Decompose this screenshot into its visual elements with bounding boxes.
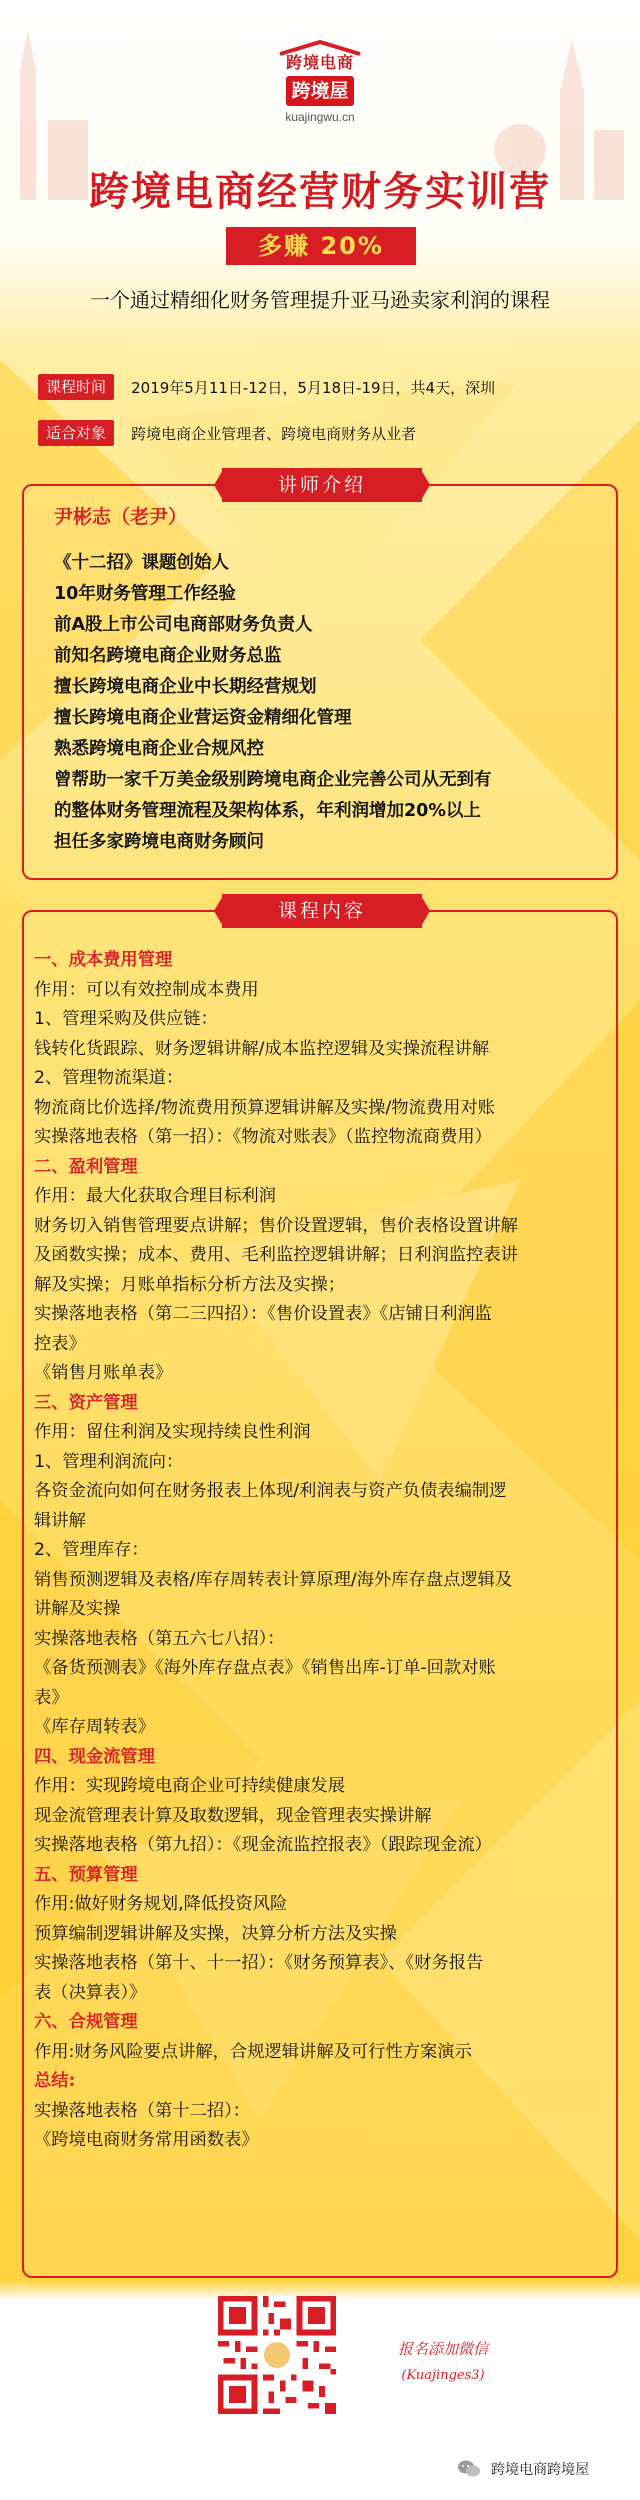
logo-url: kuajingwu.cn xyxy=(285,110,355,124)
course-line: 控表》 xyxy=(34,1333,86,1354)
course-panel xyxy=(22,900,618,2278)
logo-bottom-text: 跨境屋 xyxy=(286,76,354,106)
course-line: 作用：最大化获取合理目标利润 xyxy=(34,1186,276,1206)
audience-tag: 适合对象 xyxy=(38,420,114,446)
course-line: 实操落地表格（第二三四招）：《售价设置表》《店铺日利润监 xyxy=(34,1304,492,1324)
lecturer-credential-item: 10年财务管理工作经验 xyxy=(54,584,236,604)
course-line: 销售预测逻辑及表格/库存周转表计算原理/海外库存盘点逻辑及 xyxy=(34,1569,513,1590)
lecturer-credential-item: 擅长跨境电商企业中长期经营规划 xyxy=(54,677,317,697)
course-section-heading: 五、预算管理 xyxy=(34,1864,138,1885)
qr-code-icon[interactable] xyxy=(218,2296,336,2414)
course-section-heading: 一、成本费用管理 xyxy=(34,950,173,970)
lecturer-panel xyxy=(22,474,618,880)
course-outline xyxy=(34,946,612,2156)
lecturer-credential-item: 《十二招》课题创始人 xyxy=(54,553,229,573)
course-line: 2、管理库存： xyxy=(34,1540,149,1560)
page-subtitle: 一个通过精细化财务管理提升亚马逊卖家利润的课程 xyxy=(90,288,550,312)
course-section-heading: 三、资产管理 xyxy=(34,1392,138,1413)
brand-logo xyxy=(272,40,368,124)
course-line: 实操落地表格（第一招）：《物流对账表》（监控物流商费用） xyxy=(34,1127,492,1147)
course-line: 作用：留住利润及实现持续良性利润 xyxy=(34,1422,311,1442)
course-line: 1、管理采购及供应链： xyxy=(34,1009,218,1029)
course-time-value: 2019年5月11日-12日，5月18日-19日，共4天，深圳 xyxy=(131,378,496,397)
course-line: 辑讲解 xyxy=(34,1510,86,1531)
profit-badge: 多赚 20% xyxy=(226,227,416,265)
course-line: 《跨境电商财务常用函数表》 xyxy=(34,2130,259,2150)
course-line: 实操落地表格（第五六七八招）： xyxy=(34,1628,285,1649)
course-line: 作用:做好财务规划,降低投资风险 xyxy=(34,1894,288,1914)
course-section-heading: 六、合规管理 xyxy=(34,2012,138,2032)
course-line: 及函数实操；成本、费用、毛利监控逻辑讲解；日利润监控表讲 xyxy=(34,1245,518,1265)
course-line: 作用：实现跨境电商企业可持续健康发展 xyxy=(34,1776,346,1796)
course-line: 《备货预测表》《海外库存盘点表》《销售出库-订单-回款对账 xyxy=(34,1658,496,1678)
audience-row xyxy=(38,420,416,450)
course-line: 现金流管理表计算及取数逻辑，现金管理表实操讲解 xyxy=(34,1805,432,1826)
lecturer-credential-item: 担任多家跨境电商财务顾问 xyxy=(54,832,264,852)
lecturer-credential-item: 前A股上市公司电商部财务负责人 xyxy=(54,615,313,635)
account-name: 跨境电商跨境屋 xyxy=(491,2461,590,2478)
course-section-heading: 二、盈利管理 xyxy=(34,1156,138,1177)
wechat-id: (Kuajinges3) xyxy=(401,2368,485,2383)
course-line: 解及实操；月账单指标分析方法及实操； xyxy=(34,1274,346,1295)
lecturer-credentials-list xyxy=(54,548,614,858)
course-line: 表》 xyxy=(34,1687,69,1708)
audience-value: 跨境电商企业管理者、跨境电商财务从业者 xyxy=(131,424,417,443)
course-section-heading: 四、现金流管理 xyxy=(34,1746,155,1767)
lecturer-credential-item: 前知名跨境电商企业财务总监 xyxy=(54,646,282,666)
logo-top-text: 跨境电商 xyxy=(285,53,354,72)
course-line: 财务切入销售管理要点讲解；售价设置逻辑，售价表格设置讲解 xyxy=(34,1215,518,1236)
course-line: 实操落地表格（第九招）：《现金流监控报表》（跟踪现金流） xyxy=(34,1835,492,1855)
course-line: 表（决算表）》 xyxy=(34,1982,147,2003)
lecturer-credential-item: 熟悉跨境电商企业合规风控 xyxy=(54,739,264,759)
course-line: 2、管理物流渠道： xyxy=(34,1068,184,1088)
course-line: 预算编制逻辑讲解及实操，决算分析方法及实操 xyxy=(34,1923,397,1944)
lecturer-credential-item: 曾帮助一家千万美金级别跨境电商企业完善公司从无到有 xyxy=(54,770,492,790)
signup-note: 报名添加微信 xyxy=(397,2340,488,2358)
course-line: 讲解及实操 xyxy=(34,1599,121,1619)
course-heading: 课程内容 xyxy=(222,894,422,928)
course-line: 实操落地表格（第十二招）： xyxy=(34,2100,251,2121)
lecturer-heading: 讲师介绍 xyxy=(222,468,422,502)
course-line: 作用：可以有效控制成本费用 xyxy=(34,979,259,1000)
course-line: 实操落地表格（第十、十一招）：《财务预算表》、《财务报告 xyxy=(34,1953,484,1973)
course-line: 物流商比价选择/物流费用预算逻辑讲解及实操/物流费用对账 xyxy=(34,1097,495,1118)
wechat-icon xyxy=(458,2460,480,2478)
course-line: 作用:财务风险要点讲解，合规逻辑讲解及可行性方案演示 xyxy=(34,2041,472,2062)
account-watermark xyxy=(458,2458,589,2484)
page-title: 跨境电商经营财务实训营 xyxy=(89,169,551,215)
lecturer-credential-item: 擅长跨境电商企业营运资金精细化管理 xyxy=(54,708,352,728)
course-section-heading: 总结: xyxy=(34,2071,76,2091)
course-line: 《销售月账单表》 xyxy=(34,1363,173,1383)
lecturer-credential-item: 的整体财务管理流程及架构体系，年利润增加20%以上 xyxy=(54,801,481,821)
course-line: 钱转化货跟踪、财务逻辑讲解/成本监控逻辑及实操流程讲解 xyxy=(34,1038,490,1059)
lecturer-name: 尹彬志（老尹） xyxy=(54,506,188,528)
course-line: 1、管理利润流向： xyxy=(34,1451,184,1472)
course-line: 《库存周转表》 xyxy=(34,1717,155,1737)
course-time-row xyxy=(38,374,495,404)
course-time-tag: 课程时间 xyxy=(38,374,114,400)
course-line: 各资金流向如何在财务报表上体现/利润表与资产负债表编制逻 xyxy=(34,1481,507,1501)
